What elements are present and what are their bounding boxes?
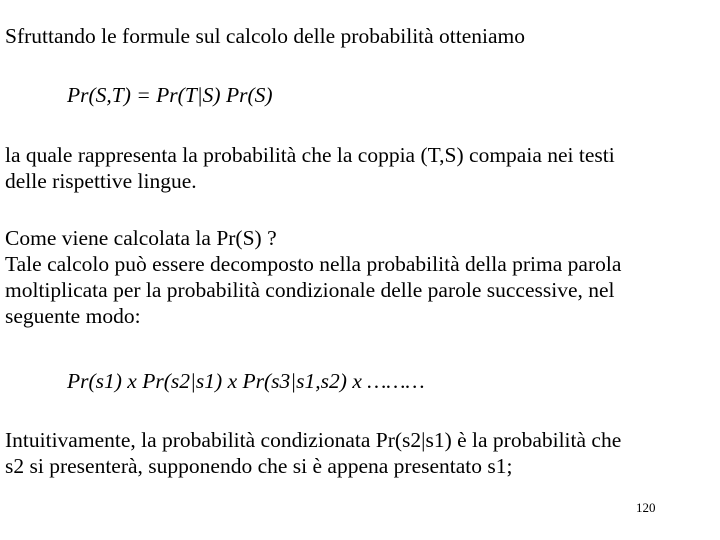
paragraph-line: Tale calcolo può essere decomposto nella probabilità della prima parola	[5, 252, 622, 276]
paragraph-line: moltiplicata per la probabilità condizionale delle parole successive, nel	[5, 278, 615, 302]
paragraph-line: delle rispettive lingue.	[5, 169, 197, 193]
question-text: Come viene calcolata la Pr(S) ?	[5, 226, 277, 250]
paragraph-line: s2 si presenterà, supponendo che si è appena presentato s1;	[5, 454, 513, 478]
paragraph-line: Intuitivamente, la probabilità condizionata Pr(s2|s1) è la probabilità che	[5, 428, 622, 452]
paragraph-line: la quale rappresenta la probabilità che la coppia (T,S) compaia nei testi	[5, 143, 615, 167]
page-number: 120	[636, 500, 656, 515]
formula-joint-probability: Pr(S,T) = Pr(T|S) Pr(S)	[67, 83, 273, 107]
intro-text: Sfruttando le formule sul calcolo delle probabilità otteniamo	[5, 24, 526, 48]
paragraph-line: seguente modo:	[5, 304, 141, 328]
formula-chain-rule: Pr(s1) x Pr(s2|s1) x Pr(s3|s1,s2) x ………	[67, 369, 425, 393]
